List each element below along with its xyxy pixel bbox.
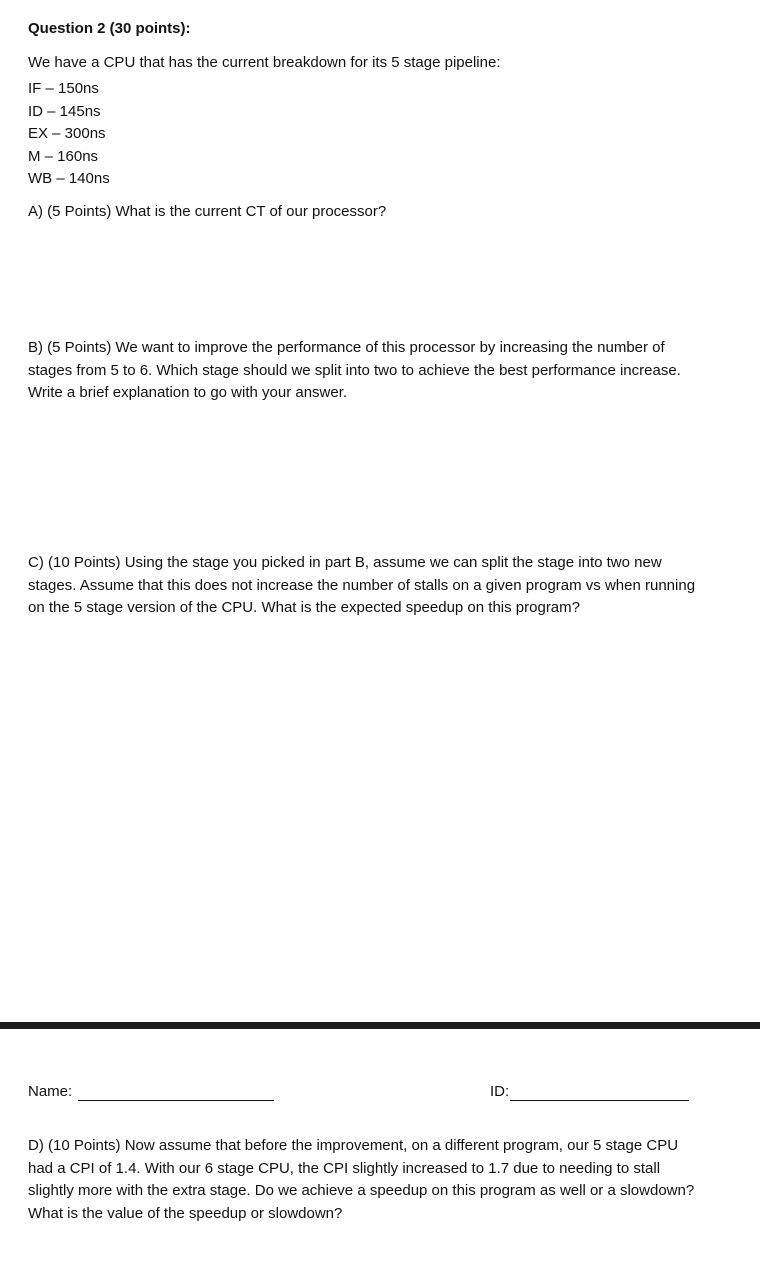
- stage-if: IF – 150ns: [28, 80, 99, 97]
- question-d: D) (10 Points) Now assume that before the improvement, on a different program, our 5 stage CPU had a CPI of 1.4. With our 6 stage CPU, the CPI slightly increased to 1.7 due to needing to stall slightly more with the extra stage. Do we achieve a speedup on this program as well or a slowdown? What is the value of the speedup or slowdown?: [28, 1137, 695, 1222]
- stage-id: ID – 145ns: [28, 102, 101, 120]
- name-field-line: [78, 1100, 274, 1101]
- id-label: ID:: [490, 1083, 510, 1100]
- question-c: C) (10 Points) Using the stage you picked in part B, assume we can split the stage into two new stages. Assume that this does not increase the number of stalls on a given program vs when running on the 5 stage version of the CPU. What is the expected speedup on this program?: [28, 554, 696, 617]
- question-b: B) (5 Points) We want to improve the performance of this processor by increasing the number of stages from 5 to 6. Which stage should we split into two to achieve the best performance increase. Write a brief explanation to go with your answer.: [28, 339, 681, 402]
- question-a: A) (5 Points) What is the current CT of our processor?: [28, 203, 387, 220]
- stage-ex: EX – 300ns: [28, 125, 106, 143]
- question-intro: We have a CPU that has the current breakdown for its 5 stage pipeline:: [28, 54, 501, 71]
- stage-m: M – 160ns: [28, 147, 99, 165]
- id-field-line: [510, 1100, 689, 1101]
- page-divider: [0, 1022, 760, 1029]
- question-title: Question 2 (30 points):: [28, 20, 191, 37]
- name-label: Name:: [28, 1083, 73, 1100]
- stage-wb: WB – 140ns: [28, 170, 110, 188]
- stage-list: [28, 78, 110, 191]
